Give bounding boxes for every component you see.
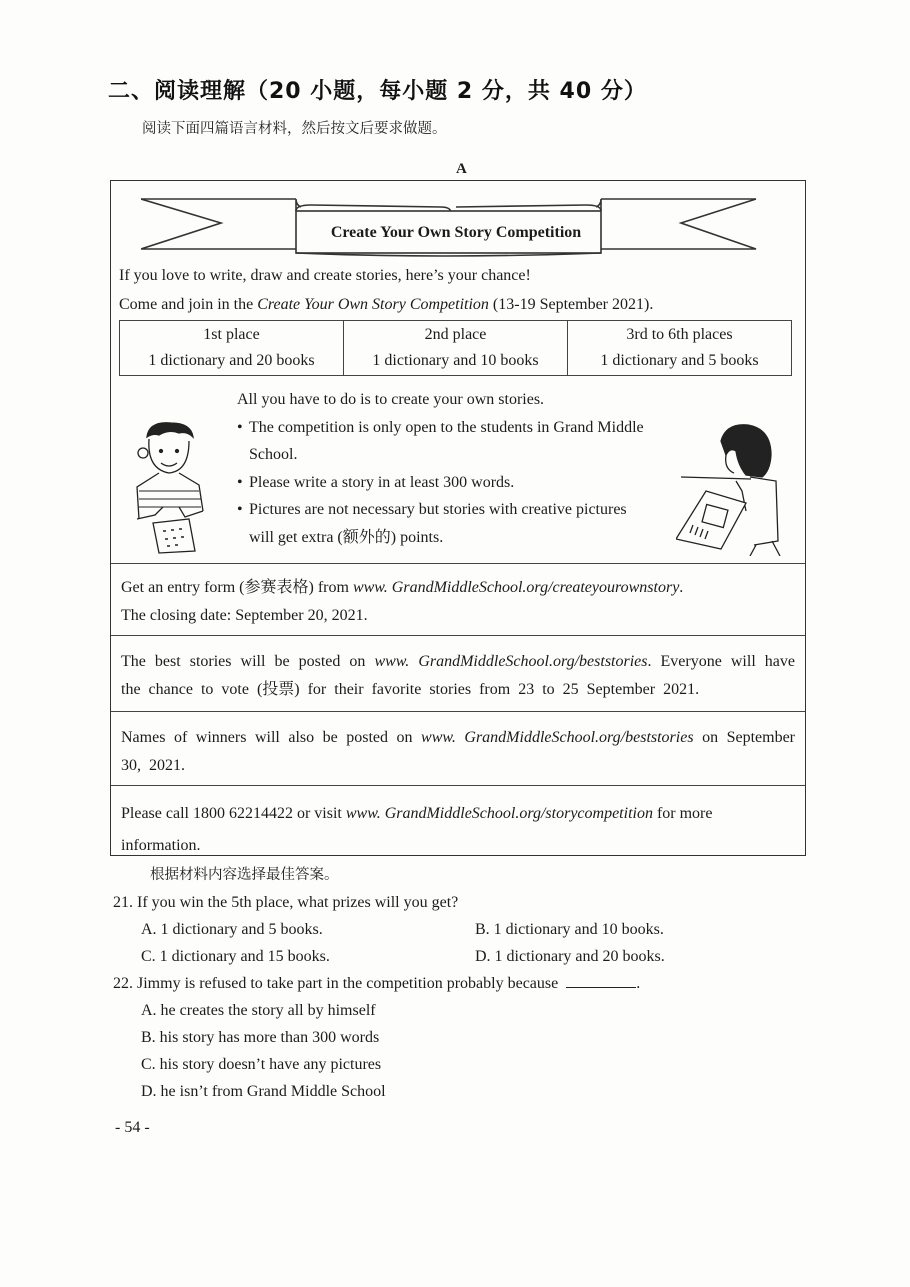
- rule-item: [237, 414, 649, 469]
- winners-text: [121, 724, 795, 780]
- prize-place: 2nd place: [424, 326, 487, 343]
- intro-line-1: If you love to write, draw and create stories, here’s your chance!: [119, 267, 531, 284]
- rules-list: [237, 414, 649, 552]
- entry-form-link[interactable]: www. GrandMiddleSchool.org/createyourownstory: [352, 579, 680, 596]
- answer-blank: [566, 971, 636, 988]
- best-stories-box: [111, 635, 805, 704]
- winners-link[interactable]: www. GrandMiddleSchool.org/beststories: [421, 729, 694, 746]
- passage-letter: A: [456, 161, 467, 177]
- stem-end: .: [636, 975, 641, 992]
- option-a[interactable]: A. he creates the story all by himself: [141, 1002, 376, 1019]
- prize-value: 1 dictionary and 10 books: [372, 352, 539, 369]
- closing-date: The closing date: September 20, 2021.: [121, 607, 368, 624]
- winners-suffix: on September 30, 2021.: [121, 729, 796, 774]
- prize-value: 1 dictionary and 5 books: [600, 352, 759, 369]
- option-b[interactable]: B. his story has more than 300 words: [141, 1029, 380, 1046]
- rules: [237, 386, 649, 551]
- option-row: [113, 916, 781, 943]
- section-title: 二、阅读理解（20 小题，每小题 2 分，共 40 分）: [108, 79, 647, 104]
- best-stories-link[interactable]: www. GrandMiddleSchool.org/beststories: [374, 653, 648, 670]
- best-stories-prefix: The best stories will be posted on: [121, 653, 375, 670]
- prize-value: 1 dictionary and 20 books: [148, 352, 315, 369]
- prize-place: 1st place: [203, 326, 260, 343]
- option-d[interactable]: D. 1 dictionary and 20 books.: [475, 948, 665, 965]
- option-a[interactable]: A. 1 dictionary and 5 books.: [141, 921, 323, 938]
- intro-dates: (13-19 September 2021).: [488, 296, 654, 313]
- winners-box: [111, 711, 805, 780]
- best-stories-suffix: . Everyone will have the chance to vote (投票) for their favorite stories from 23 to 25 September 2021.: [121, 653, 796, 698]
- contact-text: [121, 798, 795, 862]
- rule-text: The competition is only open to the students in Grand Middle School.: [249, 418, 644, 463]
- option-c[interactable]: C. 1 dictionary and 15 books.: [141, 948, 330, 965]
- girl-drawing-illustration-icon: [676, 421, 786, 556]
- passage-frame: [110, 180, 806, 856]
- section-instruction: 阅读下面四篇语言材料，然后按文后要求做题。: [142, 121, 447, 137]
- prize-table: [119, 320, 792, 376]
- competition-name: Create Your Own Story Competition: [257, 296, 489, 313]
- question-stem-text: 22. Jimmy is refused to take part in the competition probably because: [113, 975, 559, 992]
- question-22: [113, 970, 781, 1105]
- intro-line-2: [119, 290, 653, 319]
- intro: [119, 261, 653, 319]
- option-row: [113, 943, 781, 970]
- best-stories-text: [121, 648, 795, 704]
- prize-cell-2nd: [344, 321, 568, 376]
- entry-suffix: .: [679, 579, 684, 596]
- prize-row: [120, 321, 792, 376]
- boy-writing-illustration-icon: [129, 419, 214, 554]
- prize-cell-3rd-6th: [568, 321, 792, 376]
- prize-cell-1st: [120, 321, 344, 376]
- questions-instruction: 根据材料内容选择最佳答案。: [150, 867, 339, 883]
- question-stem: 21. If you win the 5th place, what prizes will you get?: [113, 894, 459, 911]
- option-d[interactable]: D. he isn’t from Grand Middle School: [141, 1083, 386, 1100]
- intro-text: Come and join in the: [119, 296, 258, 313]
- rule-text: Please write a story in at least 300 words.: [249, 473, 515, 491]
- questions: [113, 862, 781, 1105]
- entry-form-box: [111, 563, 805, 630]
- rules-heading: All you have to do is to create your own stories.: [237, 391, 545, 408]
- contact-prefix: Please call 1800 62214422 or visit: [121, 805, 346, 822]
- page-number: - 54 -: [115, 1119, 150, 1136]
- question-stem: [113, 970, 781, 997]
- rule-item: [237, 469, 649, 497]
- entry-text: Get an entry form (参赛表格) from: [121, 579, 353, 596]
- contact-box: [111, 785, 805, 862]
- winners-prefix: Names of winners will also be posted on: [121, 729, 422, 746]
- entry-form-line: [121, 574, 795, 602]
- contact-link[interactable]: www. GrandMiddleSchool.org/storycompetition: [345, 805, 653, 822]
- contact-suffix: for more information.: [121, 805, 713, 854]
- banner-title: Create Your Own Story Competition: [330, 224, 582, 241]
- option-c[interactable]: C. his story doesn’t have any pictures: [141, 1056, 382, 1073]
- question-21: [113, 889, 781, 970]
- prize-place: 3rd to 6th places: [626, 326, 733, 343]
- rule-item: [237, 496, 634, 551]
- option-b[interactable]: B. 1 dictionary and 10 books.: [475, 921, 664, 938]
- rule-text: Pictures are not necessary but stories with creative pictures will get extra (额外的) points.: [249, 501, 627, 546]
